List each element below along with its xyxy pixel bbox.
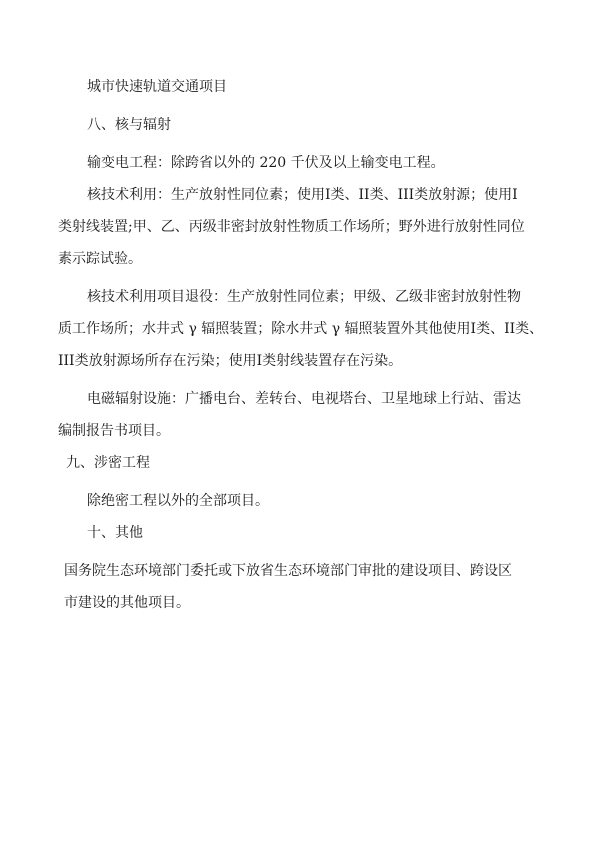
text-line-nuclear-tech-3: 素示踪试验。 [58,251,142,267]
section-heading-nuclear-radiation: 八、核与辐射 [87,117,171,133]
text-line-electromagnetic-1: 电磁辐射设施：广播电台、差转台、电视塔台、卫星地球上行站、雷达 [87,391,521,407]
text-line-decommission-2: 质工作场所；水井式 γ 辐照装置；除水井式 γ 辐照装置外其他使用I类、II类、 [58,321,544,337]
text-line-classified: 除绝密工程以外的全部项目。 [87,493,269,509]
text-line-other-2: 市建设的其他项目。 [64,595,190,611]
text-line-decommission-1: 核技术利用项目退役：生产放射性同位素；甲级、乙级非密封放射性物 [87,289,521,305]
text-line-nuclear-tech-1: 核技术利用：生产放射性同位素；使用I类、II类、III类放射源；使用I [87,187,518,203]
section-heading-classified: 九、涉密工程 [66,455,150,471]
text-line-electromagnetic-2: 编制报告书项目。 [58,423,170,439]
text-line-urban-rail: 城市快速轨道交通项目 [87,79,227,95]
text-line-decommission-3: III类放射源场所存在污染；使用I类射线装置存在污染。 [58,353,403,369]
text-line-other-1: 国务院生态环境部门委托或下放省生态环境部门审批的建设项目、跨设区 [64,563,512,579]
section-heading-other: 十、其他 [87,525,143,541]
text-line-nuclear-tech-2: 类射线装置;甲、乙、丙级非密封放射性物质工作场所；野外进行放射性同位 [58,219,525,235]
text-line-power-transmission: 输变电工程：除跨省以外的 220 千伏及以上输变电工程。 [87,155,445,171]
